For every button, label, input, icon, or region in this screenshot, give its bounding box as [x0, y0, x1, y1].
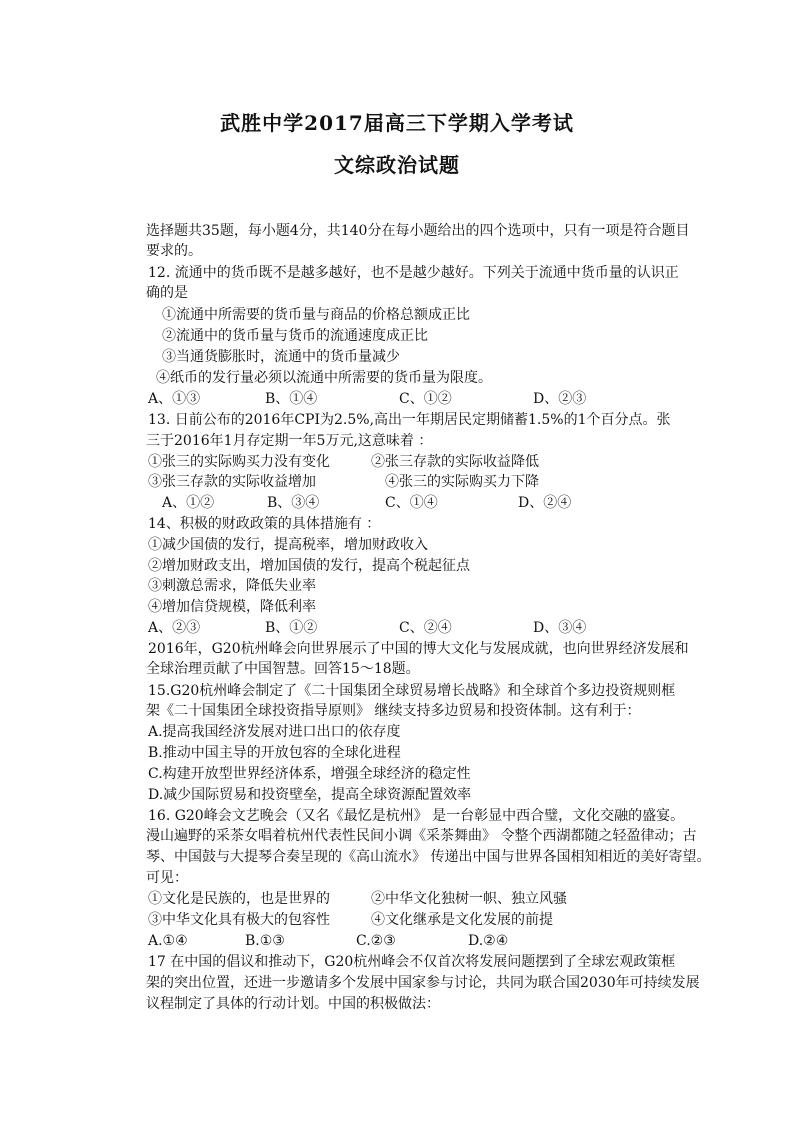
- intro-line-1: 选择题共35题，每小题4分，共140分在每小题给出的四个选项中，只有一项是符合题目: [146, 223, 690, 239]
- q12-stem-line-1: 12. 流通中的货币既不是越多越好，也不是越少越好。下列关于流通中货币量的认识正: [148, 265, 679, 281]
- q16-stem-line-2: 漫山遍野的采茶女唱着杭州代表性民间小调《采茶舞曲》 令整个西湖都随之轻盈律动；古: [146, 828, 697, 844]
- q16-statement-4: ④文化继承是文化发展的前提: [371, 912, 553, 928]
- q13-statement-2: ②张三存款的实际收益降低: [371, 454, 539, 470]
- q13-option-a: A、①②: [162, 495, 215, 511]
- q14-option-b: B、①②: [265, 620, 318, 636]
- q14-stem: 14、积极的财政政策的具体措施有 ：: [148, 516, 381, 532]
- q12-option-d: D、②③: [533, 391, 587, 407]
- q15-option-d: D.减少国际贸易和投资壁垒，提高全球资源配置效率: [148, 787, 472, 803]
- q17-stem-line-1: 17 在中国的倡议和推动下，G20杭州峰会不仅首次将发展问题摆到了全球宏观政策框: [148, 954, 676, 970]
- q16-option-d: D.②④: [468, 933, 509, 949]
- q16-option-c: C.②③: [356, 933, 396, 949]
- q12-option-c: C、①②: [399, 391, 452, 407]
- q14-option-d: D、③④: [533, 620, 587, 636]
- exam-title: 武胜中学2017届高三下学期入学考试: [220, 111, 574, 135]
- q13-statement-4: ④张三的实际购买力下降: [385, 474, 539, 490]
- q13-option-c: C、①④: [385, 495, 438, 511]
- q14-statement-3: ③刺激总需求，降低失业率: [148, 578, 316, 594]
- q12-stem-line-2: 确的是: [146, 285, 188, 301]
- q16-option-b: B.①③: [245, 933, 285, 949]
- q13-stem-line-1: 13. 日前公布的2016年CPI为2.5%,高出一年期居民定期储蓄1.5%的1个百分点。张: [148, 412, 671, 428]
- q13-stem-line-2: 三于2016年1月存定期一年5万元,这意味着 ：: [146, 433, 433, 449]
- material-line-1: 2016年，G20杭州峰会向世界展示了中国的博大文化与发展成就，也向世界经济发展和: [148, 641, 689, 657]
- q15-stem-line-1: 15.G20杭州峰会制定了《二十国集团全球贸易增长战略》和全球首个多边投资规则框: [148, 683, 676, 699]
- q15-stem-line-2: 架《二十国集团全球投资指导原则》 继续支持多边贸易和投资体制。这有利于：: [146, 703, 641, 719]
- q14-statement-4: ④增加信贷规模，降低利率: [148, 599, 316, 615]
- q12-statement-4: ④纸币的发行量必须以流通中所需要的货币量为限度。: [156, 370, 492, 386]
- q12-option-b: B、①④: [265, 391, 318, 407]
- q12-statement-3: ③当通货膨胀时，流通中的货币量减少: [162, 349, 400, 365]
- q14-statement-1: ①减少国债的发行，提高税率，增加财政收入: [148, 537, 428, 553]
- q13-statement-3: ③张三存款的实际收益增加: [148, 474, 316, 490]
- q13-option-b: B、③④: [267, 495, 320, 511]
- q13-option-d: D、②④: [518, 495, 572, 511]
- q15-option-c: C.构建开放型世界经济体系，增强全球经济的稳定性: [148, 766, 471, 782]
- q16-statement-1: ①文化是民族的，也是世界的: [148, 891, 330, 907]
- material-line-2: 全球治理贡献了中国智慧。回答15～18题。: [146, 661, 420, 677]
- q15-option-a: A.提高我国经济发展对进口出口的依存度: [148, 724, 401, 740]
- q16-statement-2: ②中华文化独树一帜、独立风骚: [371, 891, 567, 907]
- q16-stem-line-4: 可见：: [146, 870, 188, 886]
- q14-statement-2: ②增加财政支出，增加国债的发行，提高个税起征点: [148, 558, 470, 574]
- q16-statement-3: ③中华文化具有极大的包容性: [148, 912, 330, 928]
- exam-subtitle: 文综政治试题: [334, 153, 460, 177]
- q17-stem-line-3: 议程制定了具体的行动计划。中国的积极做法：: [146, 996, 440, 1012]
- q12-statement-1: ①流通中所需要的货币量与商品的价格总额成正比: [162, 307, 470, 323]
- q15-option-b: B.推动中国主导的开放包容的全球化进程: [148, 745, 401, 761]
- q16-stem-line-1: 16. G20峰会文艺晚会（又名《最忆是杭州》 是一台彰显中西合璧，文化交融的盛宴。: [148, 808, 685, 824]
- q12-option-a: A、①③: [148, 391, 201, 407]
- intro-line-2: 要求的。: [146, 243, 202, 259]
- q13-statement-1: ①张三的实际购买力没有变化: [148, 454, 330, 470]
- q16-option-a: A.①④: [148, 933, 188, 949]
- q17-stem-line-2: 架的突出位置，还进一步邀请多个发展中国家参与讨论，共同为联合国2030年可持续发展: [146, 975, 700, 991]
- q16-stem-line-3: 琴、中国鼓与大提琴合奏呈现的《高山流水》 传递出中国与世界各国相知相近的美好寄望。: [146, 849, 711, 865]
- q14-option-c: C、②④: [399, 620, 452, 636]
- q14-option-a: A、②③: [148, 620, 201, 636]
- q12-statement-2: ②流通中的货币量与货币的流通速度成正比: [162, 328, 428, 344]
